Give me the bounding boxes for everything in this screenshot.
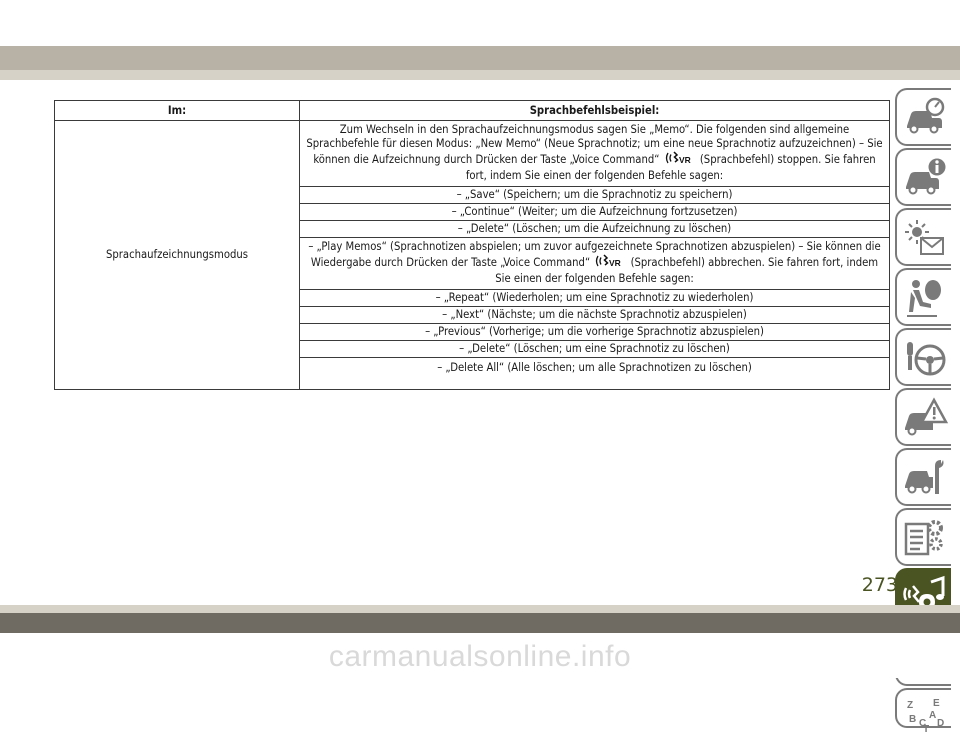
tab-warning-light[interactable]: [895, 208, 951, 266]
command-cell: – „Previous“ (Vorherige; um die vorherige Sprachnotiz abzuspielen): [300, 324, 890, 341]
tab-steering-wheel[interactable]: [895, 328, 951, 386]
index-abc-icon: [903, 696, 947, 736]
svg-text:D: D: [937, 718, 945, 729]
page-number: 273: [861, 574, 898, 596]
footer-band-light: [0, 605, 960, 613]
table-header-row: [55, 101, 890, 121]
footer-band: [0, 613, 960, 633]
svg-text:E: E: [933, 698, 940, 709]
command-cell: – „Continue“ (Weiter; um die Aufzeichnung fortzusetzen): [300, 204, 890, 221]
voice-command-icon: [665, 151, 695, 169]
table-row: [55, 121, 890, 187]
tab-index[interactable]: [895, 688, 951, 735]
svg-text:C: C: [919, 718, 927, 729]
command-text-after: (Sprachbefehl) abbrechen. Sie fahren fort, indem Sie einen der folgenden Befehle sagen:: [495, 256, 879, 285]
car-hazard-icon: [903, 396, 947, 440]
tab-airbag-seat[interactable]: [895, 268, 951, 326]
header-examples: Sprachbefehlsbeispiel:: [300, 101, 890, 121]
command-cell: – „Delete“ (Löschen; um die Aufzeichnung zu löschen): [300, 221, 890, 238]
header-mode: Im:: [55, 101, 300, 121]
svg-text:B: B: [909, 714, 917, 725]
command-text-before: – „Play Memos“ (Sprachnotizen abspielen; um zuvor aufgezeichnete Sprachnotizen abzuspielen) – Sie können die Wiedergabe durch Drücken der Taste „Voice Command“: [308, 240, 881, 269]
specs-gears-icon: [903, 516, 947, 560]
tab-car-gauge[interactable]: [895, 88, 951, 146]
steering-wheel-key-icon: [903, 336, 947, 380]
tab-car-hazard[interactable]: [895, 388, 951, 446]
command-cell: – „Repeat“ (Wiederholen; um eine Sprachnotiz zu wiederholen): [300, 290, 890, 307]
svg-text:VR: VR: [678, 155, 691, 165]
command-cell: – „Save“ (Speichern; um die Sprachnotiz zu speichern): [300, 187, 890, 204]
airbag-seat-icon: [903, 276, 947, 320]
command-cell: [300, 238, 890, 290]
command-cell: [300, 121, 890, 187]
car-wrench-icon: [903, 456, 947, 500]
warning-light-message-icon: [903, 216, 947, 260]
command-cell: – „Delete All“ (Alle löschen; um alle Sprachnotizen zu löschen): [300, 358, 890, 390]
command-cell: – „Next“ (Nächste; um die nächste Sprachnotiz abzuspielen): [300, 307, 890, 324]
watermark: carmanualsonline.info: [328, 640, 632, 673]
mode-cell: Sprachaufzeichnungsmodus: [55, 121, 300, 390]
tab-specs[interactable]: [895, 508, 951, 566]
car-info-icon: [903, 156, 947, 200]
header-band-light: [0, 70, 960, 80]
tab-car-wrench[interactable]: [895, 448, 951, 506]
svg-text:A: A: [929, 710, 937, 721]
svg-text:Z: Z: [907, 700, 914, 711]
svg-text:T: T: [923, 724, 930, 735]
voice-command-table: [54, 100, 890, 390]
car-gauge-icon: [903, 96, 947, 140]
voice-command-icon: [595, 254, 625, 272]
command-text-before: Zum Wechseln in den Sprachaufzeichnungsmodus sagen Sie „Memo“. Die folgenden sind allgemeine Sprachbefehle für diesen Modus: „New Memo“ (Neue Sprachnotiz; um eine neue Sprachnotiz aufzuzeichnen) – Sie können die Aufzeichnung durch Drücken der Taste „Voice Command“: [306, 123, 883, 166]
svg-text:VR: VR: [609, 258, 622, 268]
command-text-after: (Sprachbefehl) stoppen. Sie fahren fort, indem Sie einen der folgenden Befehle sagen:: [465, 153, 876, 182]
header-band: [0, 46, 960, 70]
tab-car-info[interactable]: [895, 148, 951, 206]
command-cell: – „Delete“ (Löschen; um eine Sprachnotiz zu löschen): [300, 341, 890, 358]
